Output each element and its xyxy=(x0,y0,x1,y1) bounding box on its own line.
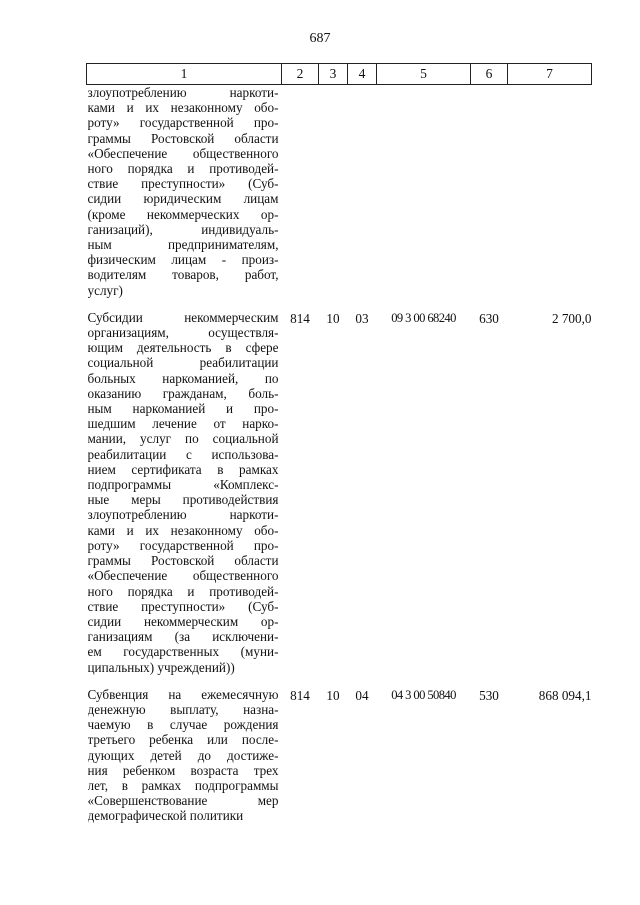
expense-name-line: оказанию гражданам, боль- xyxy=(87,385,279,401)
expense-name-line: роту» государственной про- xyxy=(87,537,279,553)
section-code-cell: 10 xyxy=(326,687,340,703)
expense-name-line: третьего ребенка или после- xyxy=(87,732,279,748)
expense-name-line: ципальных) учреждений)) xyxy=(87,659,235,675)
expense-name-line: ния ребенком возраста трех xyxy=(87,762,279,778)
expense-name-line: «Обеспечение общественного xyxy=(87,145,279,161)
amount-cell xyxy=(508,85,592,298)
expense-name-line: роту» государственной про- xyxy=(87,115,279,131)
expense-name-line: ные меры противодействия xyxy=(87,492,279,508)
row-spacer-cell xyxy=(87,298,592,310)
ministry-code-cell: 814 xyxy=(290,687,310,703)
expense-name-cell xyxy=(87,687,282,824)
amount-cell: 868 094,1 xyxy=(538,687,592,703)
expense-name-line: сидии некоммерческим ор- xyxy=(87,613,279,629)
expense-name-line: ным предпринимателям, xyxy=(87,237,279,253)
target-article-cell xyxy=(377,85,471,298)
expense-name-line: Субвенция на ежемесячную xyxy=(87,686,279,702)
amount-cell: 2 700,0 xyxy=(551,310,592,326)
subsection-code-cell xyxy=(348,85,377,298)
expense-name-line: ющим деятельность в сфере xyxy=(87,340,279,356)
expense-name-line: физическим лицам - произ- xyxy=(87,252,279,268)
column-header-7: 7 xyxy=(508,64,592,85)
expense-name-line: Субсидии некоммерческим xyxy=(87,309,279,325)
expense-name-line: ного порядка и противодей- xyxy=(87,583,279,599)
expense-name-line: демографической политики xyxy=(87,808,244,824)
table-row xyxy=(87,310,592,675)
section-code-cell xyxy=(319,85,348,298)
column-header-2: 2 xyxy=(282,64,319,85)
column-header-1: 1 xyxy=(87,64,282,85)
budget-table xyxy=(86,63,592,824)
row-spacer-cell xyxy=(87,675,592,687)
expense-name-line: ганизаций), индивидуаль- xyxy=(87,221,279,237)
column-header-5: 5 xyxy=(377,64,471,85)
expense-name-line: дующих детей до достиже- xyxy=(87,747,279,763)
expense-name-cell xyxy=(87,85,282,298)
expense-name-line: «Совершенствование мер xyxy=(87,793,279,809)
page-number: 687 xyxy=(309,31,331,46)
ministry-code-cell xyxy=(282,85,319,298)
expense-name-line: нием сертификата в рамках xyxy=(87,461,279,477)
subsection-code-cell: 04 xyxy=(355,687,369,703)
expense-name-line: лет, в рамках подпрограммы xyxy=(87,777,279,793)
expense-name-line: организациям, осуществля- xyxy=(87,325,279,341)
expense-name-line: (кроме некоммерческих ор- xyxy=(87,206,279,222)
expense-name-line: граммы Ростовской области xyxy=(87,553,279,569)
expense-name-line: услуг) xyxy=(87,282,123,298)
expense-name-line: социальной реабилитации xyxy=(87,355,279,371)
expense-name-line: злоупотреблению наркоти- xyxy=(87,85,279,100)
expense-name-line: шедшим лечение от нарко- xyxy=(87,416,279,432)
row-spacer xyxy=(87,298,592,310)
expense-name-line: «Обеспечение общественного xyxy=(87,568,279,584)
expense-name-line: денежную выплату, назна- xyxy=(87,701,279,717)
expense-type-cell xyxy=(471,85,508,298)
section-code-cell: 10 xyxy=(326,310,340,326)
expense-name-line: граммы Ростовской области xyxy=(87,130,279,146)
expense-name-line: мании, услуг по социальной xyxy=(87,431,279,447)
expense-name-line: ным наркоманией и про- xyxy=(87,401,279,417)
expense-name-line: ками и их незаконному обо- xyxy=(87,522,279,538)
column-number-header-row xyxy=(87,64,592,85)
expense-name-line: ганизациям (за исключени- xyxy=(87,629,279,645)
expense-type-cell: 530 xyxy=(479,687,499,703)
target-article-cell: 04 3 00 50840 xyxy=(391,687,456,702)
expense-name-line: реабилитации с использова- xyxy=(87,446,279,462)
expense-name-line: чаемую в случае рождения xyxy=(87,717,279,733)
expense-name-line: злоупотреблению наркоти- xyxy=(87,507,279,523)
expense-type-cell: 630 xyxy=(479,310,499,326)
table-row xyxy=(87,687,592,824)
expense-name-line: больных наркоманией, по xyxy=(87,370,279,386)
expense-name-line: ствие преступности» (Суб- xyxy=(87,176,279,192)
expense-name-line: ного порядка и противодей- xyxy=(87,161,279,177)
column-header-3: 3 xyxy=(319,64,348,85)
expense-name-line: сидии юридическим лицам xyxy=(87,191,279,207)
expense-name-line: ками и их незаконному обо- xyxy=(87,100,279,116)
column-header-4: 4 xyxy=(348,64,377,85)
expense-name-cell xyxy=(87,310,282,675)
table-row xyxy=(87,85,592,298)
expense-name-line: водителям товаров, работ, xyxy=(87,267,279,283)
ministry-code-cell: 814 xyxy=(290,310,310,326)
row-spacer xyxy=(87,675,592,687)
expense-name-line: подпрограммы «Комплекс- xyxy=(87,477,279,493)
expense-name-line: ем государственных (муни- xyxy=(87,644,279,660)
target-article-cell: 09 3 00 68240 xyxy=(391,310,456,325)
expense-name-line: ствие преступности» (Суб- xyxy=(87,598,279,614)
subsection-code-cell: 03 xyxy=(355,310,369,326)
column-header-6: 6 xyxy=(471,64,508,85)
